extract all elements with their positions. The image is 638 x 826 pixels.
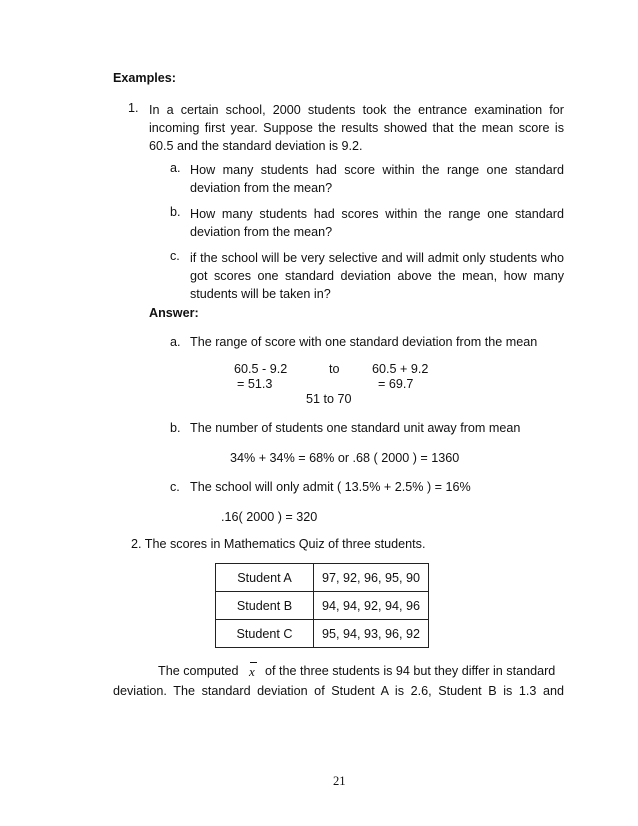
table-row bbox=[216, 592, 429, 620]
to-word: to bbox=[329, 362, 340, 376]
right-result: = 69.7 bbox=[378, 377, 414, 391]
student-name: Student B bbox=[216, 592, 314, 620]
left-result: = 51.3 bbox=[237, 377, 273, 391]
scores-table bbox=[215, 563, 429, 648]
answer-label: Answer: bbox=[149, 306, 199, 320]
closing-line2: deviation. The standard deviation of Student A is 2.6, Student B is 1.3 and bbox=[113, 684, 564, 698]
student-name: Student A bbox=[216, 564, 314, 592]
question-a-text: How many students had score within the range one standard deviation from the mean? bbox=[190, 163, 564, 195]
closing-line1-end: of the three students is 94 but they differ in standard bbox=[265, 664, 556, 678]
question-b-text: How many students had scores within the range one standard deviation from the mean? bbox=[190, 207, 564, 239]
student-scores: 97, 92, 96, 95, 90 bbox=[314, 564, 429, 592]
problem-1-text: In a certain school, 2000 students took the entrance examination for incoming first year. Suppose the results showed that the mean score is 60.5 and the standard deviation is 9.2. bbox=[149, 103, 564, 153]
student-scores: 94, 94, 92, 94, 96 bbox=[314, 592, 429, 620]
answer-c-letter: c. bbox=[170, 480, 180, 494]
student-scores: 95, 94, 93, 96, 92 bbox=[314, 620, 429, 648]
answer-a-text: The range of score with one standard deviation from the mean bbox=[190, 335, 538, 349]
table-row bbox=[216, 564, 429, 592]
question-c-letter: c. bbox=[170, 249, 180, 263]
left-expression: 60.5 - 9.2 bbox=[234, 362, 288, 376]
table-row bbox=[216, 620, 429, 648]
closing-line1-start: The computed bbox=[158, 664, 239, 678]
page-number: 21 bbox=[333, 774, 346, 788]
answer-b-calculation: 34% + 34% = 68% or .68 ( 2000 ) = 1360 bbox=[230, 451, 460, 465]
problem-1-number: 1. bbox=[128, 101, 139, 115]
examples-heading: Examples: bbox=[113, 71, 176, 85]
problem-2-text: 2. The scores in Mathematics Quiz of three students. bbox=[131, 537, 426, 551]
answer-b-text: The number of students one standard unit away from mean bbox=[190, 421, 521, 435]
question-c-text: if the school will be very selective and will admit only students who got scores one standard deviation above the mean, how many students will be taken in? bbox=[190, 251, 564, 301]
score-range: 51 to 70 bbox=[306, 392, 352, 406]
answer-b-letter: b. bbox=[170, 421, 181, 435]
question-b-letter: b. bbox=[170, 205, 181, 219]
x-bar-symbol: x bbox=[249, 664, 255, 680]
student-name: Student C bbox=[216, 620, 314, 648]
right-expression: 60.5 + 9.2 bbox=[372, 362, 429, 376]
answer-a-letter: a. bbox=[170, 335, 181, 349]
answer-c-calculation: .16( 2000 ) = 320 bbox=[221, 510, 318, 524]
question-a-letter: a. bbox=[170, 161, 181, 175]
answer-c-text: The school will only admit ( 13.5% + 2.5% ) = 16% bbox=[190, 480, 471, 494]
